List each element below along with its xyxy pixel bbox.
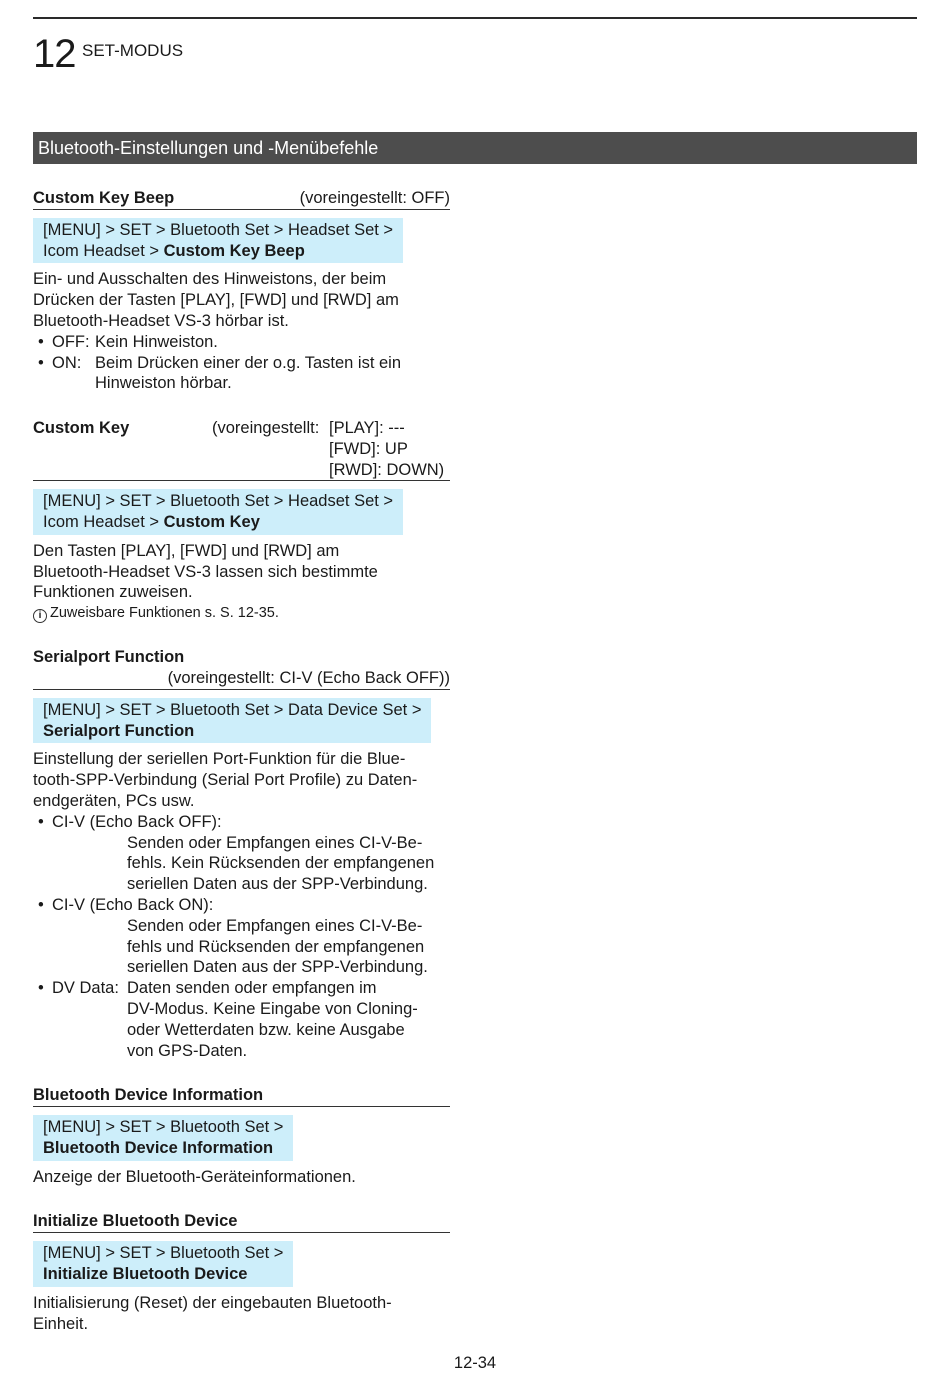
desc-line: Funktionen zuweisen. — [33, 583, 193, 602]
init-bt-device-menu-path — [33, 1241, 293, 1287]
path-line — [43, 1264, 283, 1285]
option-text: Kein Hinweiston. — [95, 332, 218, 351]
path-line: [MENU] > SET > Bluetooth Set > Headset Set > — [43, 492, 394, 511]
custom-key-default-label: (voreingestellt: — [212, 419, 320, 438]
init-bt-device-description — [33, 1293, 450, 1335]
custom-key-beep-heading — [33, 188, 450, 210]
custom-key-note — [33, 604, 450, 623]
desc-line: Bluetooth-Headset VS-3 hörbar ist. — [33, 311, 289, 330]
path-target: Serialport Function — [43, 721, 195, 740]
serialport-menu-path — [33, 698, 431, 744]
path-target: Initialize Bluetooth Device — [43, 1265, 248, 1284]
info-icon: i — [33, 609, 47, 623]
option-on — [33, 353, 450, 395]
path-target: Bluetooth Device Information — [43, 1138, 274, 1157]
init-bt-device-title: Initialize Bluetooth Device — [33, 1212, 238, 1231]
custom-key-description — [33, 541, 450, 603]
desc-line: endgeräten, PCs usw. — [33, 791, 195, 810]
option-key: • OFF: — [52, 332, 90, 351]
path-target: Custom Key Beep — [163, 241, 305, 260]
path-line — [43, 721, 421, 742]
bt-device-info-title: Bluetooth Device Information — [33, 1086, 264, 1105]
custom-key-beep-description — [33, 269, 450, 331]
custom-key-default-rwd: [RWD]: DOWN) — [329, 461, 445, 480]
option-text — [127, 978, 418, 1061]
note-text: Zuweisbare Funktionen s. S. 12-35. — [50, 605, 279, 622]
option-line: oder Wetterdaten bzw. keine Ausgabe — [127, 1020, 405, 1039]
desc-line: Den Tasten [PLAY], [FWD] und [RWD] am — [33, 541, 340, 560]
desc-line: Drücken der Tasten [PLAY], [FWD] und [RWD] am — [33, 291, 399, 310]
option-line: Hinweiston hörbar. — [95, 374, 232, 393]
option-line: fehls. Kein Rücksenden der empfangenen — [127, 854, 435, 873]
option-label: • CI-V (Echo Back OFF): — [52, 812, 222, 831]
option-ci-v-echo-off-text — [33, 833, 450, 895]
option-dv-data — [33, 978, 450, 1061]
path-line — [43, 1138, 283, 1159]
option-key: • ON: — [52, 353, 82, 372]
desc-line: tooth-SPP-Verbindung (Serial Port Profile) zu Daten- — [33, 771, 418, 790]
custom-key-default-fwd: [FWD]: UP — [329, 440, 408, 459]
option-line: von GPS-Daten. — [127, 1041, 248, 1060]
section-banner: Bluetooth-Einstellungen und -Menübefehle — [33, 132, 917, 164]
page-number: 12-34 — [453, 1354, 497, 1372]
desc-line: Einstellung der seriellen Port-Funktion für die Blue- — [33, 750, 406, 769]
init-bt-device-heading — [33, 1211, 450, 1233]
option-off — [33, 332, 450, 353]
desc-line: Bluetooth-Headset VS-3 lassen sich bestimmte — [33, 562, 378, 581]
path-line: [MENU] > SET > Bluetooth Set > Headset Set > — [43, 220, 394, 239]
option-line: Senden oder Empfangen eines CI-V-Be- — [127, 916, 423, 935]
path-prefix: Icom Headset > — [43, 241, 164, 260]
bt-device-info-heading — [33, 1085, 450, 1107]
top-rule — [33, 17, 917, 19]
path-line: [MENU] > SET > Bluetooth Set > Data Device Set > — [43, 700, 422, 719]
path-prefix: Icom Headset > — [43, 512, 164, 531]
bt-device-info-description: Anzeige der Bluetooth-Geräteinformationen. — [33, 1167, 356, 1186]
custom-key-heading — [33, 418, 450, 481]
serialport-description — [33, 749, 450, 811]
option-line: seriellen Daten aus der SPP-Verbindung. — [127, 875, 428, 894]
option-key: • DV Data: — [52, 979, 119, 998]
option-line: fehls und Rücksenden der empfangenen — [127, 937, 425, 956]
path-line — [43, 241, 393, 262]
option-line: DV-Modus. Keine Eingabe von Cloning- — [127, 999, 418, 1018]
option-text — [95, 353, 401, 395]
desc-line: Initialisierung (Reset) der eingebauten Bluetooth- — [33, 1293, 392, 1312]
path-line: [MENU] > SET > Bluetooth Set > — [43, 1244, 284, 1263]
custom-key-beep-title: Custom Key Beep — [33, 189, 175, 207]
path-line — [43, 512, 393, 533]
option-ci-v-echo-off — [33, 812, 450, 833]
option-line: Beim Drücken einer der o.g. Tasten ist ein — [95, 353, 402, 372]
option-label: • CI-V (Echo Back ON): — [52, 895, 214, 914]
option-ci-v-echo-on-text — [33, 916, 450, 978]
custom-key-title: Custom Key — [33, 419, 130, 438]
option-line: seriellen Daten aus der SPP-Verbindung. — [127, 958, 428, 977]
path-line: [MENU] > SET > Bluetooth Set > — [43, 1118, 284, 1137]
custom-key-default-play: [PLAY]: --- — [329, 419, 405, 438]
bt-device-info-menu-path — [33, 1115, 293, 1161]
custom-key-beep-default: (voreingestellt: OFF) — [299, 189, 450, 207]
serialport-heading — [33, 647, 450, 690]
serialport-default: (voreingestellt: CI-V (Echo Back OFF)) — [167, 668, 450, 687]
option-line: Daten senden oder empfangen im — [127, 979, 377, 998]
custom-key-beep-menu-path — [33, 218, 403, 264]
option-ci-v-echo-on — [33, 895, 450, 916]
chapter-number: 12 — [33, 32, 76, 76]
option-line: Senden oder Empfangen eines CI-V-Be- — [127, 833, 423, 852]
desc-line: Ein- und Ausschalten des Hinweistons, der beim — [33, 270, 387, 289]
path-target: Custom Key — [163, 512, 260, 531]
content-column — [33, 188, 450, 1334]
desc-line: Einheit. — [33, 1314, 89, 1333]
chapter-title: SET-MODUS — [82, 41, 184, 60]
custom-key-menu-path — [33, 489, 403, 535]
serialport-title: Serialport Function — [33, 648, 185, 667]
